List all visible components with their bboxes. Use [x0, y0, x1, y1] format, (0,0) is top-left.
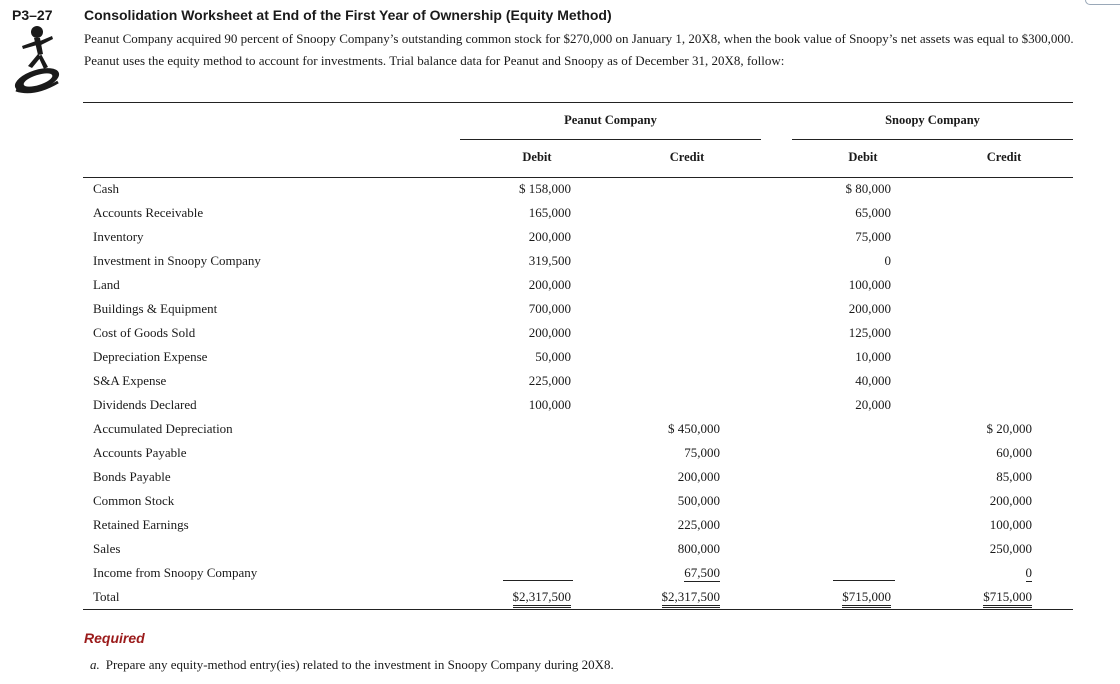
cell-snoopy-credit: 0: [1025, 565, 1032, 580]
cell-peanut-debit: 200,000: [528, 277, 571, 292]
table-row: [83, 273, 1073, 297]
cell-snoopy-credit: 100,000: [989, 517, 1032, 532]
required-heading: Required: [84, 630, 145, 646]
table-row: [83, 465, 1073, 489]
table-row: [83, 201, 1073, 225]
group-header-snoopy: Snoopy Company: [885, 113, 980, 127]
table-row: [83, 513, 1073, 537]
row-label: Depreciation Expense: [93, 349, 208, 364]
cell-peanut-credit: 200,000: [677, 469, 720, 484]
cell-peanut-credit: 75,000: [684, 445, 720, 460]
required-item-text: Prepare any equity-method entry(ies) related to the investment in Snoopy Company during 20X8.: [105, 657, 614, 672]
table-row: [83, 537, 1073, 561]
col-header-peanut-credit: Credit: [669, 150, 705, 164]
problem-title: Consolidation Worksheet at End of the First Year of Ownership (Equity Method): [84, 7, 612, 23]
cell-peanut-credit: $ 450,000: [668, 421, 720, 436]
row-label: Cost of Goods Sold: [93, 325, 196, 340]
row-label: S&A Expense: [93, 373, 167, 388]
table-bottom-rule: [83, 609, 1073, 610]
table-row: [83, 369, 1073, 393]
cell-peanut-credit: 800,000: [677, 541, 720, 556]
row-label: Accounts Payable: [93, 445, 187, 460]
table-row: [83, 489, 1073, 513]
col-header-snoopy-debit: Debit: [848, 150, 878, 164]
cell-snoopy-debit: 75,000: [855, 229, 891, 244]
cell-snoopy-debit-total: $715,000: [842, 589, 891, 608]
required-item-letter: a.: [90, 657, 100, 672]
table-row: [83, 345, 1073, 369]
row-label: Accounts Receivable: [93, 205, 204, 220]
cell-snoopy-debit: 100,000: [848, 277, 891, 292]
row-label: Total: [93, 589, 120, 604]
table-top-rule: [83, 102, 1073, 103]
row-label: Bonds Payable: [93, 469, 171, 484]
subtotal-rule-peanut-debit: [503, 580, 573, 581]
cell-peanut-debit: 700,000: [528, 301, 571, 316]
cell-snoopy-debit: 200,000: [848, 301, 891, 316]
cell-peanut-credit: 500,000: [677, 493, 720, 508]
problem-intro: Peanut Company acquired 90 percent of Snoopy Company’s outstanding common stock for $270,000 on January 1, 20X8, when the book value of Snoopy’s net assets was equal to $300,000. Peanut uses the equity method to account for investments. Trial balance data for Peanut and Snoopy as of December 31, 20X8, follow:: [84, 31, 1074, 68]
table-row: [83, 417, 1073, 441]
skateboarder-icon: [10, 24, 64, 98]
cell-peanut-credit: 67,500: [684, 565, 720, 580]
cell-snoopy-debit: 65,000: [855, 205, 891, 220]
row-label: Inventory: [93, 229, 144, 244]
cell-snoopy-debit: 10,000: [855, 349, 891, 364]
cell-peanut-debit: 319,500: [528, 253, 571, 268]
group-header-peanut: Peanut Company: [564, 113, 657, 127]
table-row: [83, 297, 1073, 321]
row-label: Retained Earnings: [93, 517, 189, 532]
cell-peanut-debit: 50,000: [535, 349, 571, 364]
table-row: [83, 561, 1073, 585]
col-header-snoopy-credit: Credit: [986, 150, 1022, 164]
subtotal-rule-snoopy-debit: [833, 580, 895, 581]
cell-snoopy-credit: 200,000: [989, 493, 1032, 508]
cell-snoopy-debit: 20,000: [855, 397, 891, 412]
row-label: Income from Snoopy Company: [93, 565, 258, 580]
page-corner-tab: [1085, 0, 1120, 5]
cell-snoopy-debit: 40,000: [855, 373, 891, 388]
cell-snoopy-debit: 0: [884, 253, 891, 268]
table-row: [83, 393, 1073, 417]
row-label: Sales: [93, 541, 121, 556]
col-header-peanut-debit: Debit: [522, 150, 552, 164]
table-row: [83, 441, 1073, 465]
cell-snoopy-debit: $ 80,000: [845, 181, 891, 196]
cell-peanut-debit: 200,000: [528, 325, 571, 340]
problem-number: P3–27: [12, 7, 53, 23]
table-row: [83, 225, 1073, 249]
cell-snoopy-debit: 125,000: [848, 325, 891, 340]
cell-snoopy-credit: 60,000: [996, 445, 1032, 460]
cell-peanut-debit: 225,000: [528, 373, 571, 388]
table-row: [83, 321, 1073, 345]
cell-snoopy-credit: 85,000: [996, 469, 1032, 484]
cell-snoopy-credit-total: $715,000: [983, 589, 1032, 608]
cell-peanut-credit: 225,000: [677, 517, 720, 532]
cell-peanut-credit-total: $2,317,500: [662, 589, 721, 608]
table-row: [83, 177, 1073, 201]
cell-peanut-debit: 165,000: [528, 205, 571, 220]
cell-snoopy-credit: 250,000: [989, 541, 1032, 556]
cell-peanut-debit: 100,000: [528, 397, 571, 412]
row-label: Investment in Snoopy Company: [93, 253, 261, 268]
required-item: [90, 657, 614, 673]
group-rule-peanut: [460, 139, 761, 140]
row-label: Dividends Declared: [93, 397, 197, 412]
table-row: [83, 249, 1073, 273]
cell-peanut-debit: $ 158,000: [519, 181, 571, 196]
row-label: Land: [93, 277, 120, 292]
row-label: Cash: [93, 181, 119, 196]
row-label: Accumulated Depreciation: [93, 421, 233, 436]
row-label: Common Stock: [93, 493, 175, 508]
group-rule-snoopy: [792, 139, 1073, 140]
table-row-total: [83, 585, 1073, 609]
cell-peanut-debit: 200,000: [528, 229, 571, 244]
row-label: Buildings & Equipment: [93, 301, 218, 316]
cell-peanut-debit-total: $2,317,500: [513, 589, 572, 608]
cell-snoopy-credit: $ 20,000: [986, 421, 1032, 436]
